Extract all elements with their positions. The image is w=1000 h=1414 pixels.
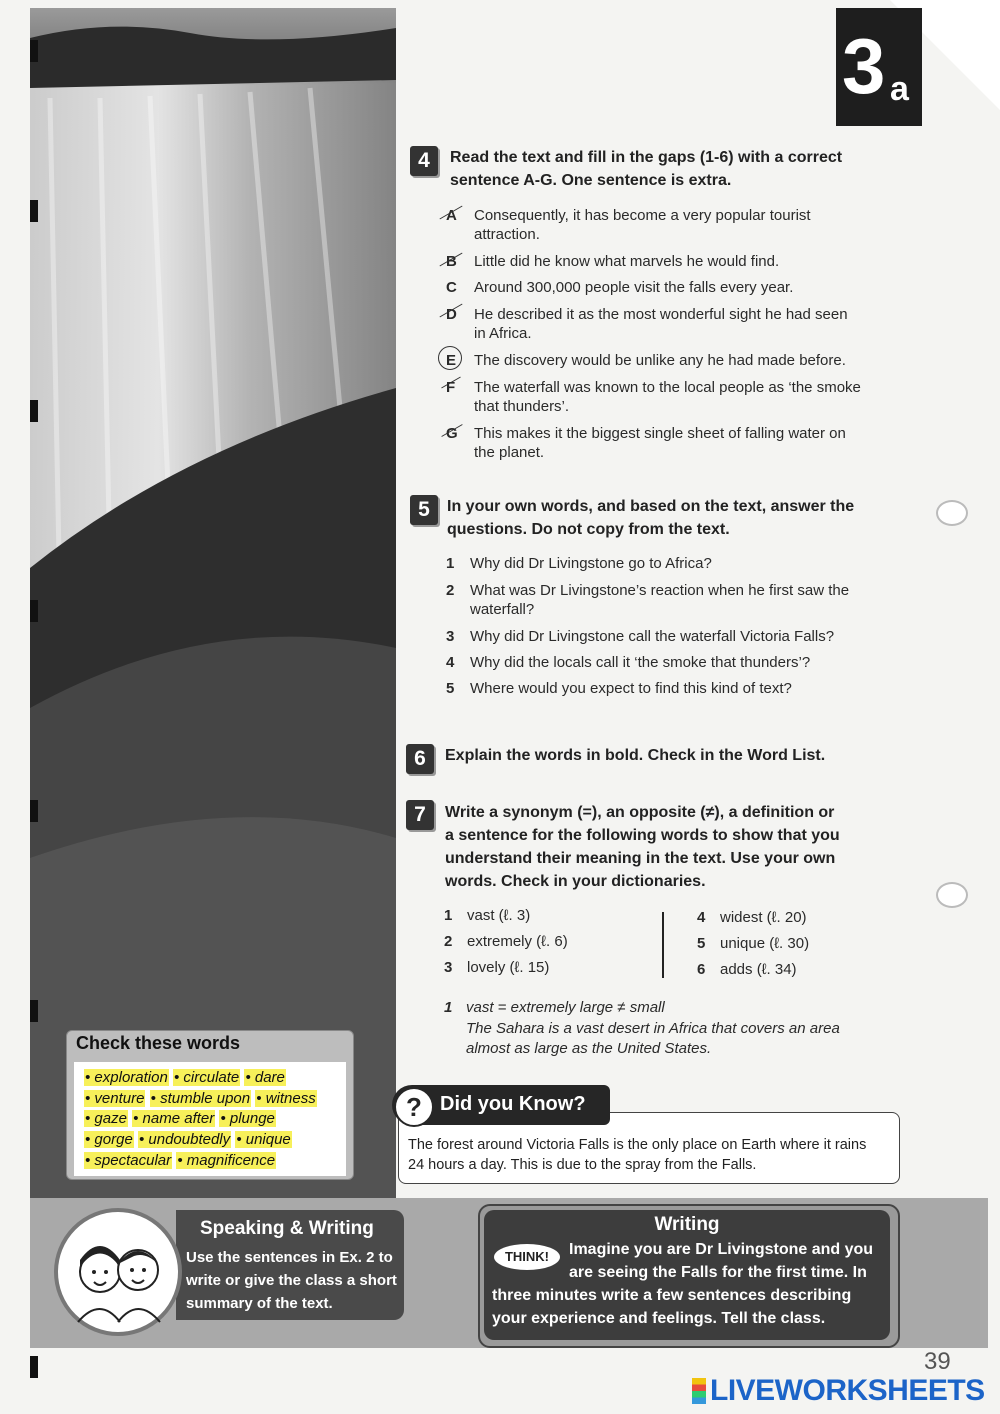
did-you-know-line: The forest around Victoria Falls is the only place on Earth where it rains [408,1137,867,1153]
question-text: What was Dr Livingstone’s reaction when he first saw the [470,582,850,599]
binder-clip-icon [936,500,968,526]
word-number: 6 [697,961,706,978]
option-key: A [446,207,457,224]
watermark-text: LIVEWORKSHEETS [710,1374,985,1407]
check-word-row: • exploration • circulate • dare [85,1069,285,1086]
binding-hole [30,800,38,822]
option-text: in Africa. [474,325,532,342]
check-word: magnificence [186,1152,276,1169]
option-key: B [446,253,457,270]
example-number: 1 [444,999,453,1016]
check-word-row: • spectacular • magnificence [85,1152,276,1169]
word-text: lovely (ℓ. 15) [467,959,550,976]
example-line: almost as large as the United States. [466,1040,712,1057]
speaking-writing-text [186,1246,402,1315]
question-text: waterfall? [470,601,535,618]
unit-letter: a [890,70,909,108]
writing-line: your experience and feelings. Tell the class. [492,1310,826,1327]
option-text: the planet. [474,444,545,461]
check-words-title: Check these words [76,1033,241,1053]
option-key: C [446,279,457,296]
check-word-row: • gaze • name after • plunge [85,1110,275,1127]
check-word: witness [265,1090,316,1107]
exercise-6-instruction: Explain the words in bold. Check in the Word List. [445,747,826,764]
option-text: The discovery would be unlike any he had made before. [474,352,846,369]
binding-hole [30,1356,38,1378]
binding-hole [30,200,38,222]
word-text: adds (ℓ. 34) [720,961,797,978]
exercise-6-number: 6 [406,744,434,774]
word-text: unique (ℓ. 30) [720,935,810,952]
did-you-know-title: Did you Know? [440,1093,586,1115]
question-number: 1 [446,555,455,572]
unit-number: 3 [842,22,886,110]
word-text: vast (ℓ. 3) [467,907,531,924]
option-text: Consequently, it has become a very popular tourist [474,207,811,224]
exercise-5-instruction: In your own words, and based on the text, answer the [447,498,855,515]
exercise-4-number: 4 [410,146,438,176]
question-number: 4 [446,654,455,671]
exercise-7-instruction: Write a synonym (=), an opposite (≠), a definition or [445,804,835,821]
did-you-know-text [408,1135,892,1175]
binding-hole [30,1000,38,1022]
think-badge: THINK! [494,1244,560,1270]
question-number: 3 [446,628,455,645]
option-text: Around 300,000 people visit the falls every year. [474,279,794,296]
binding-hole [30,400,38,422]
page-number: 39 [924,1348,951,1375]
check-word: stumble upon [160,1090,251,1107]
check-word: plunge [229,1110,275,1127]
speaking-writing-line: Use the sentences in Ex. 2 to [186,1249,393,1266]
binder-clip-icon [936,882,968,908]
word-number: 5 [697,935,706,952]
column-divider [662,912,664,978]
writing-line: Imagine you are Dr Livingstone and you [569,1241,874,1258]
question-text: Where would you expect to find this kind of text? [470,680,792,697]
check-word-row: • venture • stumble upon • witness [85,1090,316,1107]
word-number: 2 [444,933,453,950]
exercise-7-number: 7 [406,800,434,830]
word-number: 1 [444,907,453,924]
exercise-7-instruction: words. Check in your dictionaries. [445,873,706,890]
check-word: undoubtedly [148,1131,231,1148]
check-word: dare [254,1069,285,1086]
option-key: D [446,306,457,323]
option-text: He described it as the most wonderful sight he had seen [474,306,848,323]
question-number: 2 [446,582,455,599]
binding-hole [30,40,38,62]
word-number: 4 [697,909,706,926]
check-word: gaze [94,1110,127,1127]
option-text: attraction. [474,226,540,243]
question-mark-icon: ? [394,1087,434,1127]
check-word: exploration [94,1069,168,1086]
binding-hole [30,600,38,622]
speaking-writing-title: Speaking & Writing [200,1218,374,1239]
speaking-writing-line: write or give the class a short [186,1272,397,1289]
writing-title: Writing [654,1214,720,1235]
speaking-writing-line: summary of the text. [186,1295,333,1312]
word-text: widest (ℓ. 20) [720,909,807,926]
writing-line: three minutes write a few sentences describing [492,1287,852,1304]
check-word-row: • gorge • undoubtedly • unique [85,1131,291,1148]
exercise-7-instruction: understand their meaning in the text. Use your own [445,850,836,867]
did-you-know-line: 24 hours a day. This is due to the spray from the Falls. [408,1157,757,1173]
word-number: 3 [444,959,453,976]
question-number: 5 [446,680,455,697]
word-text: extremely (ℓ. 6) [467,933,568,950]
waterfall-photo [30,8,396,1198]
question-text: Why did Dr Livingstone call the waterfall Victoria Falls? [470,628,835,645]
option-text: This makes it the biggest single sheet of falling water on [474,425,846,442]
check-word: spectacular [94,1152,172,1169]
check-word: circulate [183,1069,240,1086]
check-word: unique [245,1131,291,1148]
option-key: G [446,425,458,442]
students-illustration [54,1208,182,1336]
example-line: vast = extremely large ≠ small [466,999,665,1016]
liveworksheets-logo-icon [692,1378,706,1404]
check-word: name after [142,1110,215,1127]
liveworksheets-watermark [692,1374,985,1408]
option-text: Little did he know what marvels he would find. [474,253,780,270]
check-word: gorge [94,1131,133,1148]
writing-line: are seeing the Falls for the first time. In [569,1264,867,1281]
option-key: E [446,352,457,369]
question-text: Why did Dr Livingstone go to Africa? [470,555,712,572]
exercise-7-instruction: a sentence for the following words to show that you [445,827,840,844]
exercise-5-number: 5 [410,495,438,525]
exercise-5-instruction: questions. Do not copy from the text. [447,521,730,538]
example-line: The Sahara is a vast desert in Africa that covers an area [466,1020,840,1037]
option-text: that thunders’. [474,398,570,415]
option-text: The waterfall was known to the local people as ‘the smoke [474,379,861,396]
exercise-4-instruction: Read the text and fill in the gaps (1-6) with a correct [450,149,843,166]
exercise-4-instruction: sentence A-G. One sentence is extra. [450,172,732,189]
question-text: Why did the locals call it ‘the smoke that thunders’? [470,654,811,671]
unit-badge [836,8,922,126]
check-word: venture [94,1090,145,1107]
option-key: F [446,379,456,396]
